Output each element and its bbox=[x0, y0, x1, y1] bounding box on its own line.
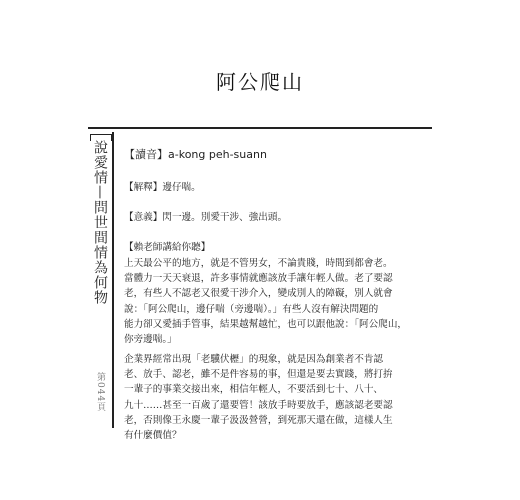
meaning-entry: 【意義】閃一邊。別愛干涉、強出頭。 bbox=[124, 212, 288, 223]
sidebar bbox=[88, 132, 112, 432]
series-title: 說愛情—問世間情為何物 bbox=[92, 140, 108, 305]
page-number: 第044頁 bbox=[95, 372, 105, 413]
paragraph-1: 上天最公平的地方，就是不管男女，不論貴賤，時間到都會老。 當體力一天天衰退，許多事情就應該放手讓年輕人做。老了要認 老，有些人不認老又很愛干涉介入，變成別人的障礙，別人就會 說：「阿公爬山，邊仔喘（旁邊喘）。」有些人沒有解決問題的 能力卻又愛插手管事，結果越幫越忙，也可以跟他說：「阿公爬山， 你旁邊喘。」 bbox=[124, 258, 408, 346]
top-rule bbox=[88, 127, 432, 129]
pronunciation-entry bbox=[124, 147, 424, 163]
paragraph-2: 企業界經常出現「老驥伏櫪」的現象，就是因為創業者不肯認 老、放手、認老，雖不是件容易的事，但還是要去實踐，將打拚 一輩子的事業交接出來，相信年輕人，不要活到七十、八十、 九十……甚至一百歲了還要管！該放手時要放手，應該認老要認 老，否則像王永慶一輩子汲汲營營，到死那天還在做，這樣人生 有什麼價值？ bbox=[124, 354, 393, 442]
page-title: 阿公爬山 bbox=[216, 70, 304, 94]
pronunciation-text: 【讀音】a-kong peh-suann bbox=[124, 148, 267, 161]
sidebar-rule bbox=[112, 132, 114, 428]
teacher-heading: 【賴老師講給你聽】 bbox=[124, 242, 211, 253]
explanation-entry: 【解釋】邊仔喘。 bbox=[124, 182, 201, 193]
